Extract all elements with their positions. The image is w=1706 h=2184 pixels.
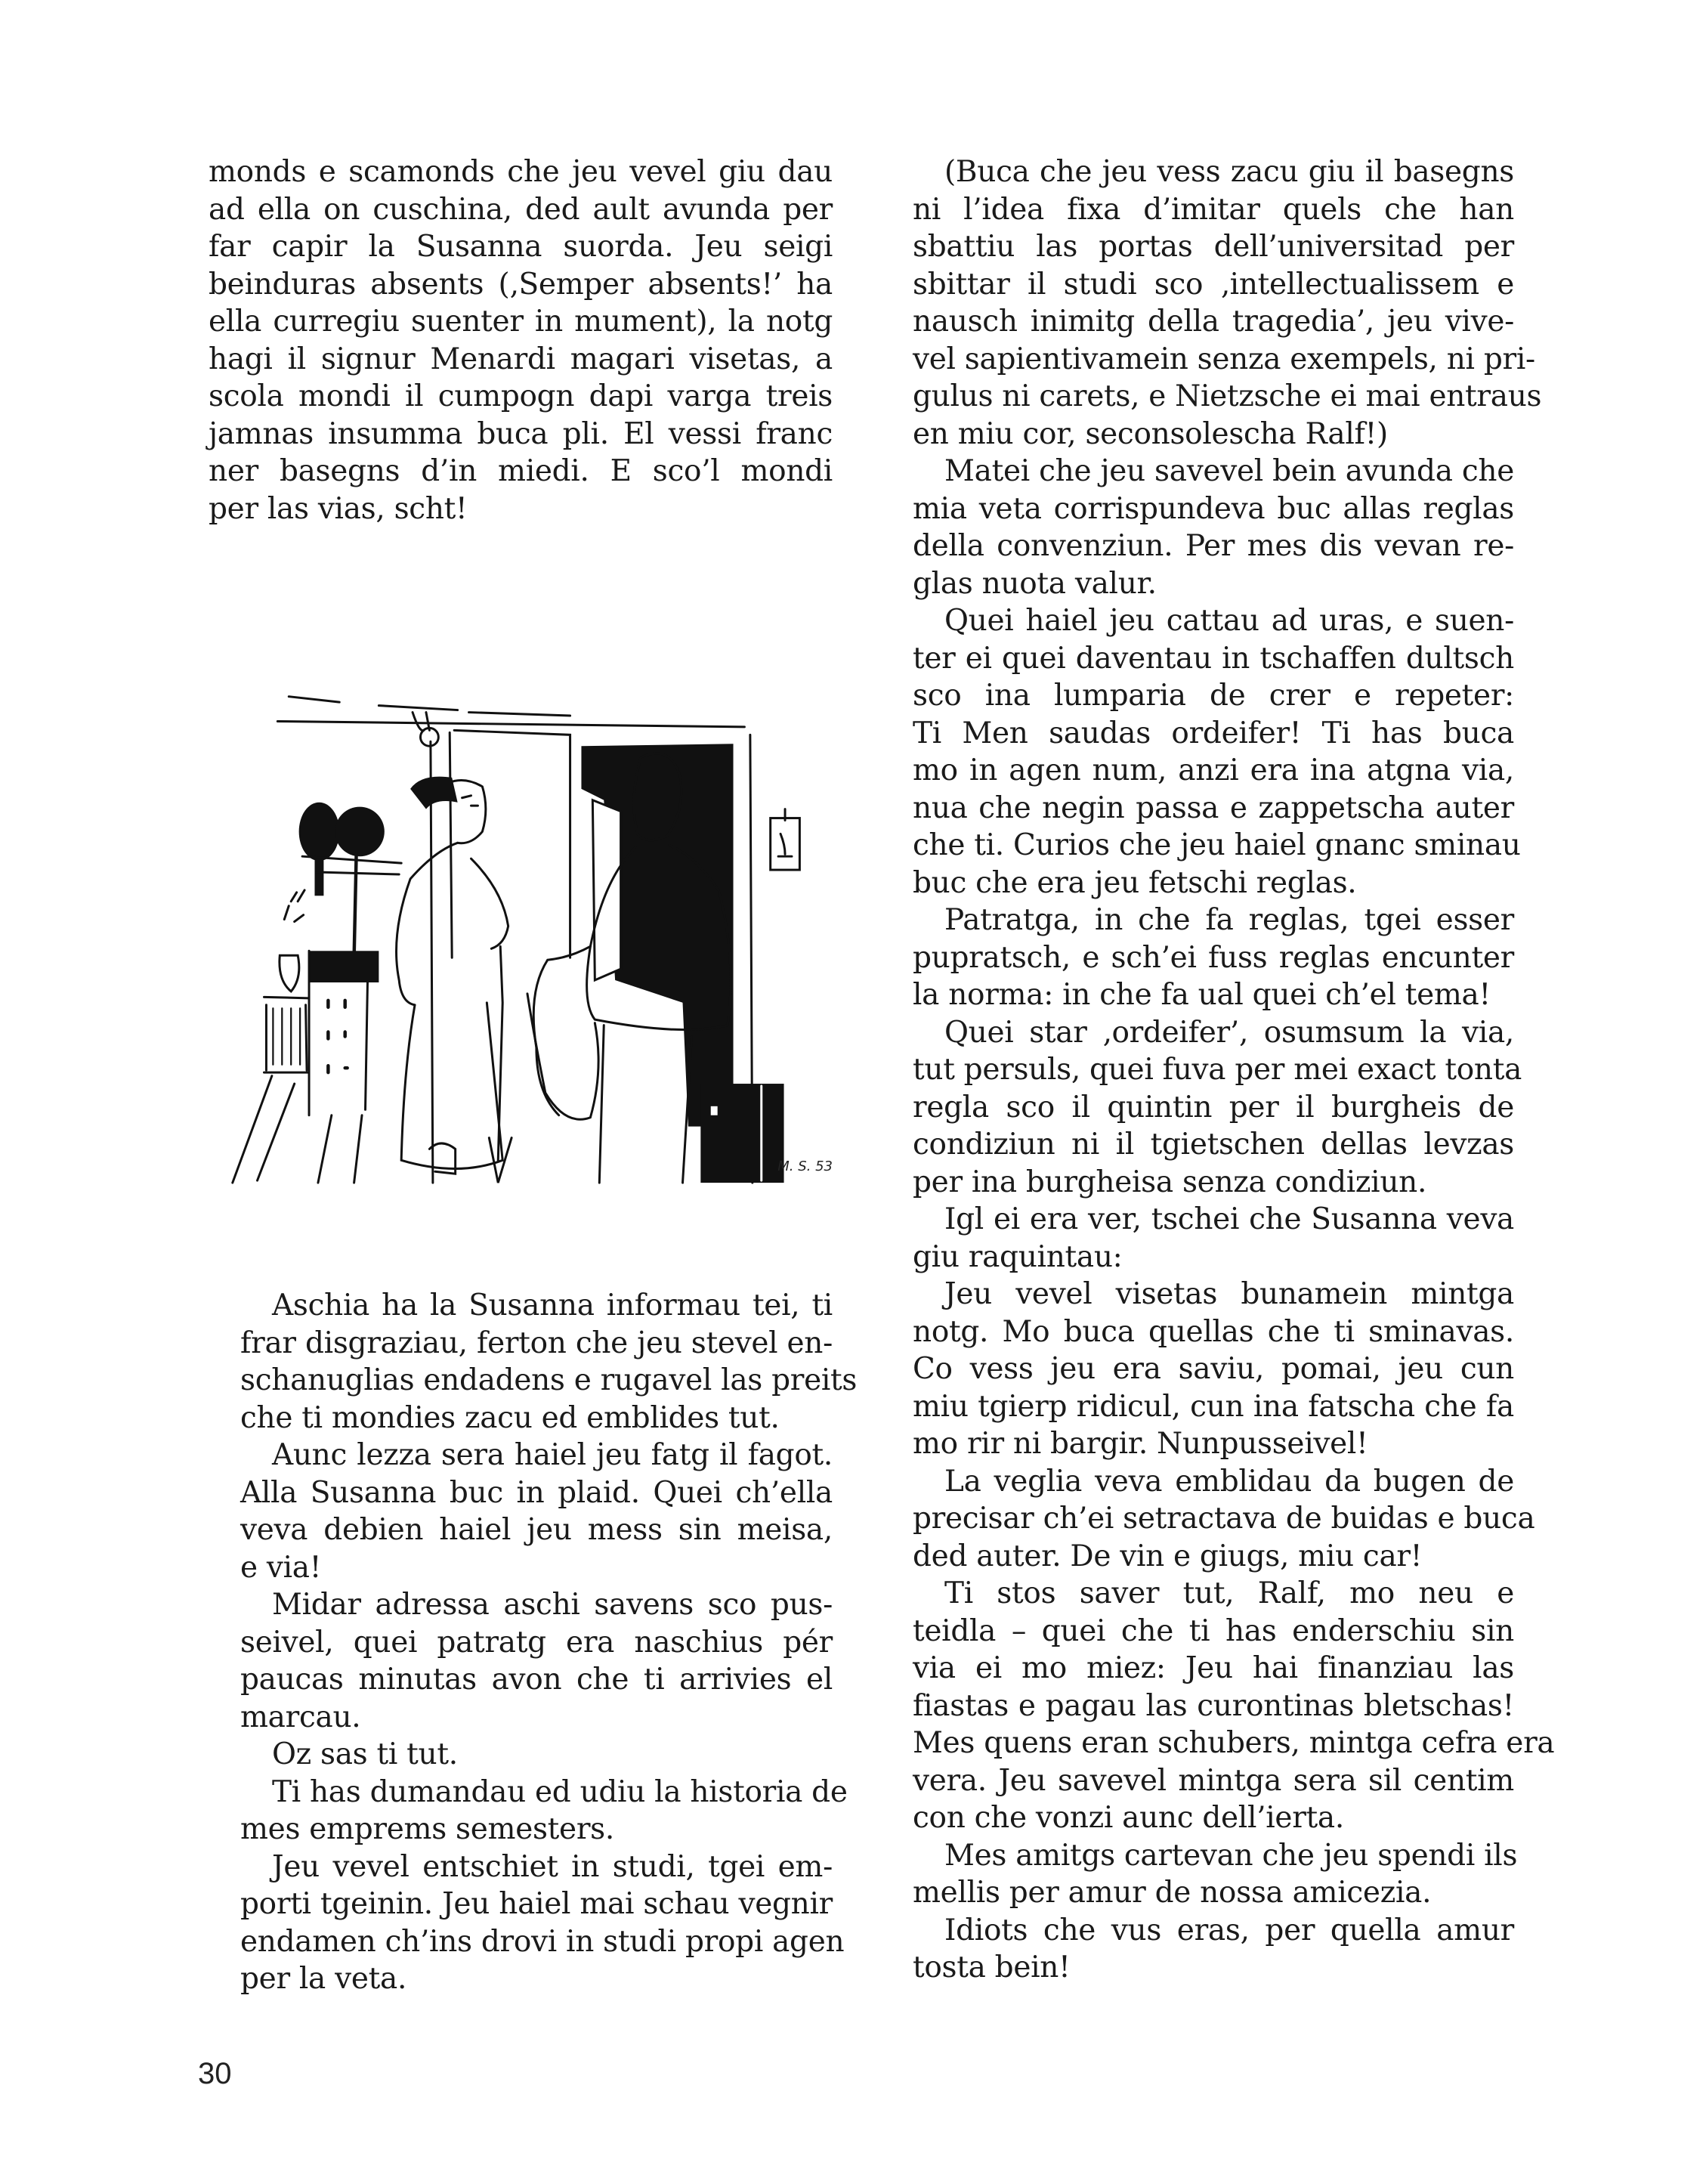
paragraph (209, 1774, 848, 1848)
woman-back (397, 843, 458, 1004)
man-legs (599, 1025, 691, 1183)
text-line: Idiots che vus eras, per quella amur (944, 1913, 1514, 1947)
text-line: frar disgraziau, ferton che jeu stevel en- (240, 1326, 833, 1360)
vase (280, 955, 299, 991)
text-line: fiastas e pagau las curontinas bletschas! (913, 1688, 1514, 1723)
ink-drawing (212, 665, 839, 1194)
text-line: Igl ei era ver, tschei che Susanna veva (944, 1202, 1514, 1236)
paragraph (881, 602, 1521, 902)
text-line: Quei haiel jeu cattau ad uras, e suen- (944, 604, 1514, 638)
paragraph (209, 1586, 833, 1736)
paragraph (209, 1437, 833, 1586)
text-line: La veglia veva emblidau da bugen de (944, 1464, 1514, 1499)
text-line: ni l’idea fixa d’imitar quels che han (913, 192, 1514, 227)
briefcase-latch (711, 1106, 718, 1115)
paragraph (881, 902, 1514, 1014)
paragraph (881, 1912, 1514, 1987)
ceiling-line (277, 721, 744, 726)
hanging-pan (335, 807, 385, 857)
text-line: hagi il signur Menardi magari visetas, a (209, 342, 833, 376)
text-line: per las vias, scht! (209, 491, 468, 526)
text-line: che ti mondies zacu ed emblides tut. (240, 1400, 780, 1435)
woman-face (462, 796, 478, 806)
door-panel (454, 730, 570, 957)
wall-edge (431, 741, 433, 1183)
text-line: sbittar il studi sco ‚intellectualissem e (913, 267, 1514, 302)
stove-top (309, 951, 379, 982)
text-line: mia veta corrispundeva buc allas reglas (913, 491, 1514, 526)
text-line: la norma: in che fa ual quei ch’el tema! (913, 978, 1491, 1012)
text-line: en miu cor, seconsolescha Ralf!) (913, 416, 1388, 451)
text-line: tut persuls, quei fuva per mei exact tonta (913, 1053, 1522, 1087)
text-line: precisar ch’ei setractava de buidas e buca (913, 1502, 1535, 1536)
ceiling-stroke (379, 706, 457, 710)
text-line: porti tgeinin. Jeu haiel mai schau vegnir (240, 1887, 833, 1921)
text-line: ner basegns d’in miedi. E sco’l mondi (209, 454, 833, 488)
wall-picture (771, 818, 800, 871)
text-line: sco ina lumparia de crer e repeter: (913, 679, 1514, 713)
text-line: ter ei quei daventau in tschaffen dultsch (913, 641, 1514, 676)
text-line: Alla Susanna buc in plaid. Quei ch’ella (240, 1475, 833, 1510)
text-line: schanuglias endadens e rugavel las preits (240, 1363, 858, 1397)
paragraph (881, 1014, 1522, 1202)
text-line: con che vonzi aunc dell’ierta. (913, 1801, 1344, 1835)
text-line: mo rir ni bargir. Nunpusseivel! (913, 1427, 1368, 1461)
coat (527, 994, 598, 1119)
text-line: Ti stos saver tut, Ralf, mo neu e (944, 1576, 1514, 1610)
text-line: Mes amitgs cartevan che jeu spendi ils (944, 1838, 1518, 1873)
text-line: vera. Jeu savevel mintga sera sil centim (913, 1763, 1514, 1798)
text-line: endamen ch’ins drovi in studi propi agen (240, 1924, 845, 1959)
woman-arm (471, 858, 508, 948)
text-line: marcau. (240, 1700, 361, 1734)
paragraph (881, 453, 1514, 602)
paragraph (881, 1837, 1518, 1912)
text-line: notg. Mo buca quellas che ti sminavas. (913, 1314, 1514, 1349)
text-line: ded auter. De vin e giugs, miu car! (913, 1539, 1423, 1573)
text-line: teidla – quei che ti has enderschiu sin (913, 1613, 1514, 1648)
hanging-pan (299, 803, 340, 861)
text-line: giu raquintau: (913, 1239, 1123, 1274)
paragraph (881, 1575, 1555, 1837)
text-line: ad ella on cuschina, ded ault avunda per (209, 192, 833, 227)
paragraph (209, 1736, 833, 1774)
text-line: (Buca che jeu vess zacu giu il basegns (944, 155, 1514, 189)
stove-knobs (328, 1001, 347, 1072)
text-line: Oz sas ti tut. (272, 1737, 458, 1771)
text-line: jamnas insumma buca pli. El vessi franc (209, 416, 833, 451)
text-line: Ti has dumandau ed udiu la historia de (272, 1774, 848, 1809)
text-line: Jeu vevel visetas bunamein mintga (944, 1277, 1514, 1311)
text-line: e via! (240, 1550, 322, 1585)
right-column (881, 153, 1555, 1987)
ceiling-stroke (469, 713, 570, 716)
text-line: monds e scamonds che jeu vevel giu dau (209, 155, 833, 189)
paragraph (881, 1463, 1535, 1576)
text-line: Quei star ‚ordeifer’, osumsum la via, (944, 1015, 1514, 1050)
text-line: Aschia ha la Susanna informau tei, ti (272, 1288, 833, 1322)
text-line: glas nuota valur. (913, 566, 1157, 601)
text-line: via ei mo miez: Jeu hai finanziau las (913, 1651, 1514, 1685)
text-line: che ti. Curios che jeu haiel gnanc sminau (913, 828, 1521, 862)
text-line: condiziun ni il tgietschen dellas levzas (913, 1128, 1514, 1162)
artist-signature: M. S. 53 (777, 1159, 833, 1174)
text-line: Co vess jeu era saviu, pomai, jeu cun (913, 1352, 1514, 1386)
illustration (212, 665, 839, 1194)
text-line: Jeu vevel entschiet in studi, tgei em- (272, 1849, 833, 1884)
stand-slats (273, 1008, 300, 1064)
paragraph (209, 1848, 845, 1998)
text-line: regla sco il quintin per il burgheis de (913, 1090, 1514, 1124)
text-line: gulus ni carets, e Nietzsche ei mai entraus (913, 379, 1542, 413)
pan-handle (314, 856, 323, 896)
floor-lines (233, 1076, 362, 1183)
text-line: Ti Men saudas ordeifer! Ti has buca (913, 716, 1514, 750)
text-line: vel sapientivamein senza exempels, ni pri- (913, 342, 1535, 376)
text-line: far capir la Susanna suorda. Jeu seigi (209, 230, 833, 264)
text-line: della convenziun. Per mes dis vevan re- (913, 529, 1514, 563)
text-line: tosta bein! (913, 1950, 1071, 1984)
text-line: scola mondi il cumpogn dapi varga treis (209, 379, 833, 413)
plant-stand (264, 997, 309, 1072)
paragraph (881, 1201, 1514, 1276)
text-line: nua che negin passa e zappetscha auter (913, 790, 1514, 825)
pan-handle (354, 854, 357, 957)
text-line: per la veta. (240, 1962, 407, 1996)
left-column-bottom (209, 1287, 858, 1998)
text-line: sbattiu las portas dell’universitad per (913, 230, 1514, 264)
paragraph (881, 153, 1542, 453)
text-line: per ina burgheisa senza condiziun. (913, 1165, 1427, 1199)
text-line: paucas minutas avon che ti arrivies el (240, 1663, 833, 1697)
ceiling-stroke (289, 697, 339, 702)
text-line: mellis per amur de nossa amicezia. (913, 1876, 1432, 1910)
woman-skirt (401, 1003, 502, 1169)
text-line: beinduras absents (‚Semper absents!’ ha (209, 267, 833, 302)
coat-over-arm (533, 946, 590, 1115)
text-line: Mes quens eran schubers, mintga cefra era (913, 1726, 1555, 1760)
text-line: miu tgierp ridicul, cun ina fatscha che fa (913, 1389, 1514, 1424)
text-line: mes emprems semesters. (240, 1812, 614, 1846)
page-number: 30 (198, 2057, 232, 2090)
text-line: mo in agen num, anzi era ina atgna via, (913, 753, 1514, 787)
text-line: nausch inimitg della tragedia’, jeu vive- (913, 305, 1514, 339)
paragraph (881, 1276, 1514, 1463)
text-line: veva debien haiel jeu mess sin meisa, (240, 1513, 833, 1547)
text-line: Aunc lezza sera haiel jeu fatg il fagot. (272, 1438, 833, 1472)
paragraph-continuation (209, 153, 833, 527)
pan-rail (317, 872, 399, 874)
flowers (284, 890, 304, 922)
text-line: pupratsch, e sch’ei fuss reglas encunter (913, 940, 1514, 975)
text-line: Patratga, in che fa reglas, tgei esser (944, 903, 1514, 937)
paragraph (209, 1287, 858, 1437)
text-line: buc che era jeu fetschi reglas. (913, 865, 1357, 900)
text-line: Midar adressa aschi savens sco pus- (272, 1588, 833, 1622)
text-line: ella curregiu suenter in mument), la notg (209, 305, 833, 339)
left-column-top (209, 153, 833, 527)
text-line: Matei che jeu savevel bein avunda che (944, 454, 1514, 488)
briefcase (700, 1084, 783, 1183)
text-line: seivel, quei patratg era naschius pér (240, 1625, 833, 1660)
